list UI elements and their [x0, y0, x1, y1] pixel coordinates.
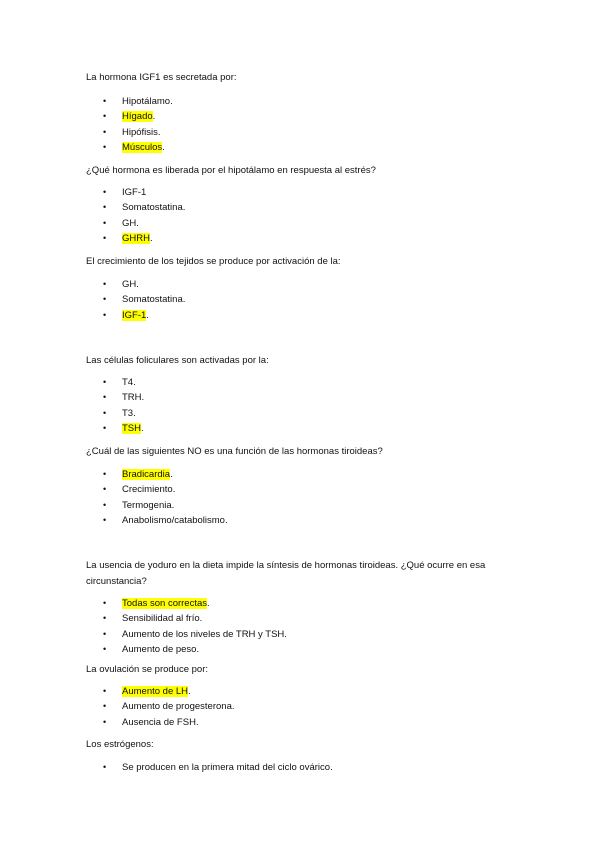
bullet-icon: •	[103, 392, 107, 403]
bullet-icon: •	[103, 613, 107, 624]
bullet-icon: •	[103, 686, 107, 696]
bullet-icon: •	[103, 377, 107, 387]
option-text-highlighted: Bradicardia	[122, 469, 171, 480]
option-text: GH	[122, 217, 137, 229]
question-text: El crecimiento de los tejidos se produce por activación de la:	[86, 256, 341, 267]
bullet-icon: •	[103, 111, 107, 122]
question-text: Los estrógenos:	[86, 739, 154, 750]
option-text: Se producen en la primera mitad del ciclo ovárico	[122, 762, 331, 773]
option-text: Termogenia	[122, 499, 172, 511]
option-text: T3	[122, 407, 134, 419]
bullet-icon: •	[103, 762, 107, 772]
bullet-icon: •	[103, 126, 107, 137]
bullet-icon: •	[103, 96, 107, 106]
option-text: Somatostatina	[122, 294, 183, 306]
option-text-highlighted: Aumento de LH	[122, 686, 189, 697]
option-text-highlighted: TSH	[122, 422, 141, 434]
option-text-highlighted: IGF-1	[122, 309, 147, 321]
option-text: Crecimiento	[122, 484, 173, 496]
option-text: Aumento de peso	[122, 643, 197, 655]
option-text: TRH	[122, 392, 142, 404]
document-page: La hormona IGF1 es secretada por: • Hipotálamo. • Hígado. • Hipófisis. • Músculos. ¿Qué hormona es liberada por el hipotálamo en respuesta al estrés? • IGF-1 • Somatostatina. • GH. • GHRH. El crecimiento de los tejidos se produce por activación de la: • GH. • Somatostatina. • IGF-1. Las células foliculares son activadas por la: • T4. • TRH. • T3. • TSH. ¿Cuál de las siguientes NO es una función de las hormonas tiroideas? • Bradicardia. • Crecimiento. • Termogenia. • Anabolismo/catabolismo. La usencia de yoduro en la dieta impide la síntesis de hormonas tiroideas. ¿Qué ocurre en esa circunstancia? • Todas son correctas. • Sensibilidad al frío. • Aumento de los niveles de TRH y TSH. • Aumento de peso. La ovulación se produce por: • Aumento de LH. • Aumento de progesterona. • Ausencia de FSH. Los estrógenos: • Se producen en la primera mitad del ciclo ovárico.	[0, 0, 599, 848]
option-text: Somatostatina	[122, 202, 183, 214]
bullet-icon: •	[103, 598, 107, 608]
option-text-highlighted: Todas son correctas	[122, 598, 208, 609]
option-text: Aumento de los niveles de TRH y TSH	[122, 628, 285, 640]
bullet-icon: •	[103, 407, 107, 418]
option-text: Aumento de progesterona	[122, 701, 232, 713]
bullet-icon: •	[103, 422, 107, 433]
bullet-icon: •	[103, 309, 107, 320]
option-text: T4	[122, 377, 134, 388]
bullet-icon: •	[103, 484, 107, 495]
bullet-icon: •	[103, 217, 107, 228]
bullet-icon: •	[103, 716, 107, 727]
question-text: ¿Cuál de las siguientes NO es una función de las hormonas tiroideas?	[86, 446, 383, 457]
bullet-icon: •	[103, 514, 107, 525]
option-text: Sensibilidad al frío	[122, 613, 200, 625]
bullet-icon: •	[103, 628, 107, 639]
option-text: Anabolismo/catabolismo	[122, 514, 225, 526]
bullet-icon: •	[103, 202, 107, 213]
bullet-icon: •	[103, 187, 107, 197]
bullet-icon: •	[103, 279, 107, 289]
option-text: Hipófisis	[122, 126, 158, 138]
option-text-highlighted: Músculos	[122, 141, 163, 153]
option-text: Ausencia de FSH	[122, 716, 196, 728]
question-text: La hormona IGF1 es secretada por:	[86, 72, 237, 83]
question-text: Las células foliculares son activadas por la:	[86, 355, 269, 366]
bullet-icon: •	[103, 643, 107, 654]
option-text-highlighted: GHRH	[122, 232, 150, 244]
bullet-icon: •	[103, 141, 107, 152]
question-text: La usencia de yoduro en la dieta impide la síntesis de hormonas tiroideas. ¿Qué ocurre en esa circunstancia?	[86, 560, 486, 587]
question-text: ¿Qué hormona es liberada por el hipotálamo en respuesta al estrés?	[86, 165, 376, 176]
option-text: Hipotálamo	[122, 96, 171, 107]
bullet-icon: •	[103, 469, 107, 479]
bullet-icon: •	[103, 294, 107, 305]
option-text: GH	[122, 279, 137, 290]
option-text: IGF-1	[122, 187, 147, 198]
option-text-highlighted: Hígado	[122, 111, 153, 123]
bullet-icon: •	[103, 232, 107, 243]
bullet-icon: •	[103, 701, 107, 712]
question-text: La ovulación se produce por:	[86, 664, 208, 675]
bullet-icon: •	[103, 499, 107, 510]
